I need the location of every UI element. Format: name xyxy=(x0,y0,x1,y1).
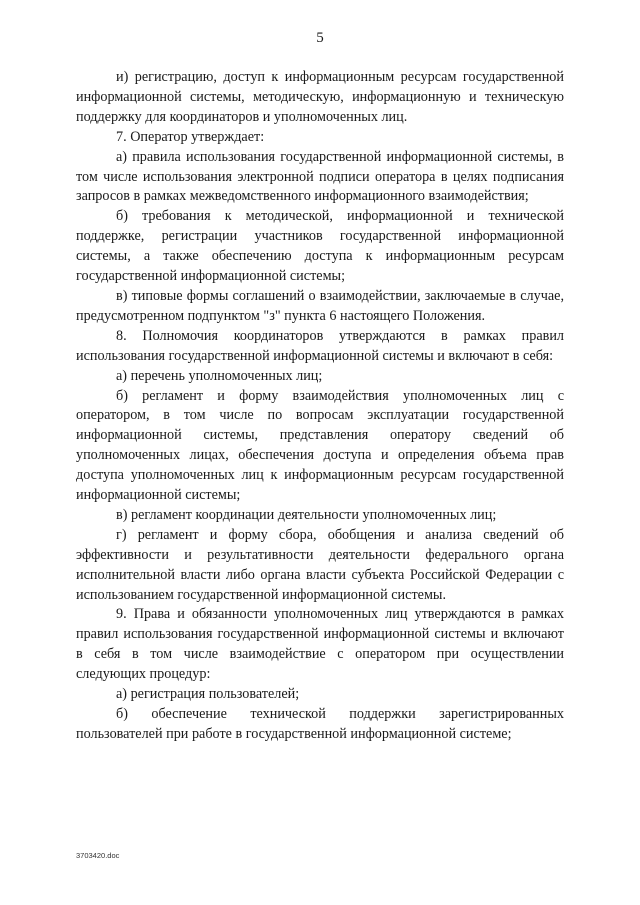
clause-8-item-b: б) регламент и форму взаимодействия уполномоченных лиц с оператором, в том числе по вопросам эксплуатации государственной информационной системы, представления оператору сведений об уполномоченных лицах, обеспечения доступа и определения объема прав доступа уполномоченных лиц к информационным ресурсам государственной информационной системы; xyxy=(76,387,564,504)
clause-7-item-v: в) типовые формы соглашений о взаимодействии, заключаемые в случае, предусмотренном подпунктом "з" пункта 6 настоящего Положения. xyxy=(76,287,564,324)
clause-8-heading: 8. Полномочия координаторов утверждаются в рамках правил использования государственной информационной системы и включают в себя: xyxy=(76,327,564,364)
clause-7-item-i: и) регистрацию, доступ к информационным ресурсам государственной информационной системы, методическую, информационную и техническую поддержку для координаторов и уполномоченных лиц. xyxy=(76,69,564,125)
clause-7-item-a: а) правила использования государственной информационной системы, в том числе использования электронной подписи оператора в целях подписания запросов в рамках межведомственного информационного взаимодействия; xyxy=(76,148,564,205)
clause-8-item-v: в) регламент координации деятельности уполномоченных лиц; xyxy=(116,506,497,523)
clause-9-heading: 9. Права и обязанности уполномоченных лиц утверждаются в рамках правил использования государственной информационной системы и включают в себя в том числе взаимодействие с оператором при осуществлении следующих процедур: xyxy=(76,606,564,683)
clause-8-item-a: а) перечень уполномоченных лиц; xyxy=(116,367,323,384)
document-body xyxy=(76,68,564,745)
footer-file-code: 3703420.doc xyxy=(76,851,120,860)
clause-7-heading: 7. Оператор утверждает: xyxy=(116,128,265,145)
clause-7-item-b: б) требования к методической, информационной и технической поддержке, регистрации участников государственной информационной системы, а также обеспечению доступа к информационным ресурсам государственной информационной системы; xyxy=(76,208,564,285)
clause-9-item-b: б) обеспечение технической поддержки зарегистрированных пользователей при работе в государственной информационной системе; xyxy=(76,706,564,742)
clause-8-item-g: г) регламент и форму сбора, обобщения и анализа сведений об эффективности и результативности деятельности федерального органа исполнительной власти либо органа власти субъекта Российской Федерации с использованием государственной информационной системы. xyxy=(76,526,564,603)
page-number: 5 xyxy=(316,30,324,46)
clause-9-item-a: а) регистрация пользователей; xyxy=(116,686,300,703)
